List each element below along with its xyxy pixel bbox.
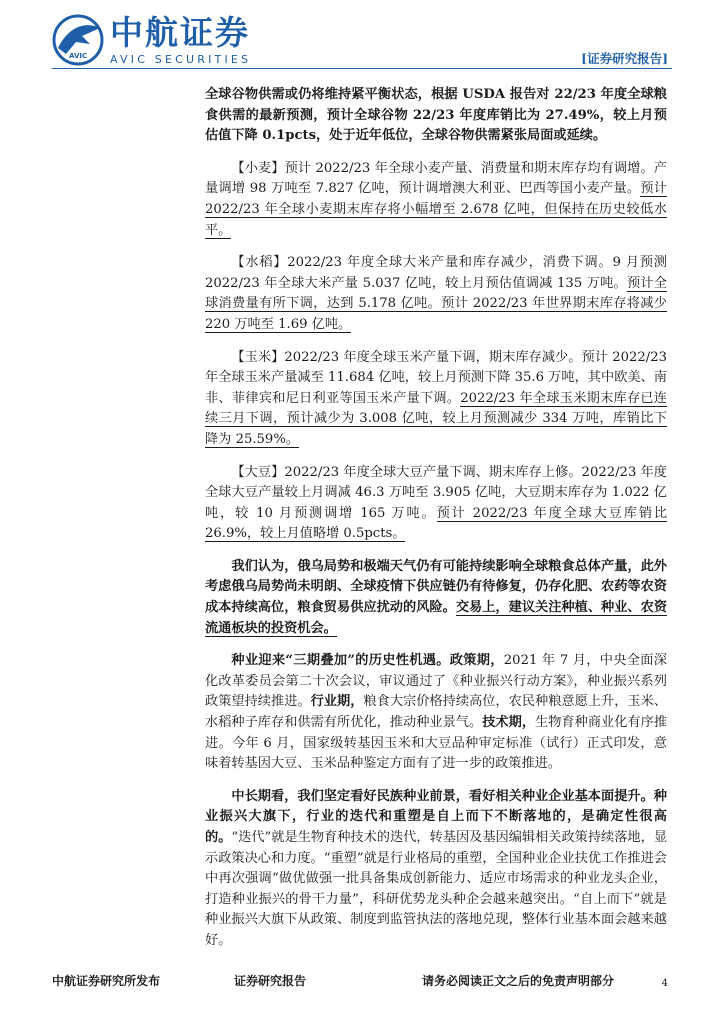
logo-english-name: AVIC SECURITIES: [110, 52, 252, 66]
paragraph-soybean: [205, 463, 667, 545]
seed-heading: 种业迎来“三期叠加”的历史性机遇。政策期，: [231, 653, 504, 669]
corn-conclusion: 2022/23 年全球玉米期末库存已连续三月下调，预计减少为 3.008 亿吨，较上月预测减少 334 万吨，库销比下降为 25.59%。: [205, 390, 667, 447]
paragraph-long-term: [205, 787, 667, 952]
avic-logo-icon: [52, 14, 104, 66]
report-body: [205, 85, 667, 964]
paragraph-view: [205, 557, 667, 639]
paragraph-wheat: [205, 159, 667, 241]
header-divider: [52, 68, 672, 69]
paragraph-seed-opportunity: [205, 651, 667, 775]
seed-industry-label: 行业期，: [310, 694, 364, 710]
rice-conclusion: 预计全球消费量有所下调，达到 5.178 亿吨。预计 2022/23 年世界期末库存将减少 220 万吨至 1.69 亿吨。: [205, 275, 668, 332]
footer-publisher: 中航证券研究所发布: [52, 974, 161, 988]
svg-text:AVIC: AVIC: [69, 52, 88, 60]
view-recommendation: 交易上，建议关注种植、种业、农资流通板块的投资机会。: [205, 600, 668, 636]
paragraph-corn: [205, 348, 667, 451]
seed-tech-label: 技术期，: [482, 715, 536, 731]
logo-chinese-name: 中航证券: [110, 12, 250, 52]
company-logo: [52, 14, 251, 66]
soybean-text: 【大豆】2022/23 年度全球大豆产量下调、期末库存上修。2022/23 年度全球大豆产量较上月调减 46.3 万吨至 3.905 亿吨，大豆期末库存为 1.022 亿吨，较 10 月预测调增 165 万吨。: [205, 464, 667, 521]
report-tag: [证券研究报告]: [581, 51, 668, 66]
seed-tech-text: 生物育种商业化有序推进。今年 6 月，国家级转基因玉米和大豆品种审定标准（试行）正式印发，意味着转基因大豆、玉米品种鉴定方面有了进一步的政策推进。: [205, 715, 668, 772]
soybean-conclusion: 预计 2022/23 年度全球大豆库销比 26.9%，较上月值略增 0.5pcts。: [205, 505, 668, 542]
long-term-heading: 中长期看，我们坚定看好民族种业前景，看好相关种业企业基本面提升。种业振兴大旗下，行业的迭代和重塑是自上而下不断落地的，是确定性很高的。: [205, 788, 667, 845]
wheat-conclusion: 预计 2022/23 年全球小麦期末库存将小幅增至 2.678 亿吨，但保持在历史较低水平。: [205, 181, 667, 238]
paragraph-grain-outlook: [205, 85, 667, 147]
corn-text: 【玉米】2022/23 年度全球玉米产量下调，期末库存减少。预计 2022/23 年全球玉米产量减至 11.684 亿吨，较上月预测下降 35.6 万吨，其中欧美、南非、菲律宾和尼日利亚等国玉米产量下调。: [205, 349, 667, 406]
rice-text: 【水稻】2022/23 年度全球大米产量和库存减少，消费下调。9 月预测 2022/23 年全球大米产量 5.037 亿吨，较上月预估值调减 135 万吨。: [205, 255, 667, 291]
page-header: [0, 0, 724, 90]
footer-disclaimer: 请务必阅读正文之后的免责声明部分: [422, 974, 615, 988]
seed-industry-text: 粮食大宗价格持续高位，农民种粮意愿上升，玉米、水稻种子库存和供需有所优化，推动种业景气。: [205, 694, 668, 731]
grain-outlook-text: 全球谷物供需或仍将维持紧平衡状态，根据 USDA 报告对 22/23 年度全球粮食供需的最新预测，预计全球谷物 22/23 年度库销比为 27.49%，较上月预估值下降 0.1pcts，处于近年低位，全球谷物供需紧张局面或延续。: [205, 87, 667, 144]
long-term-text: “迭代”就是生物育种技术的迭代，转基因及基因编辑相关政策持续落地，显示政策决心和力度。“重塑”就是行业格局的重塑，全国种业企业扶优工作推进会中再次强调“做优做强一批具备集成创新能力、适应市场需求的种业龙头企业，打造种业振兴的骨干力量”，科研优势龙头种企会越来越突出。“自上而下”就是种业振兴大旗下从政策、制度到监管执法的落地兑现，整体行业基本面会越来越好。: [205, 830, 668, 948]
paragraph-rice: [205, 253, 667, 335]
page-number: 4: [661, 978, 668, 989]
seed-policy-text: 2021 年 7 月，中央全面深化改革委员会第二十次会议，审议通过了《种业振兴行动方案》，种业振兴系列政策望持续推进。: [205, 653, 667, 710]
wheat-text: 【小麦】预计 2022/23 年全球小麦产量、消费量和期末库存均有调增。产量调增 98 万吨至 7.827 亿吨，预计调增澳大利亚、巴西等国小麦产量。: [205, 160, 667, 197]
footer-report-type: 证券研究报告: [234, 974, 307, 988]
view-text: 我们认为，俄乌局势和极端天气仍有可能持续影响全球粮食总体产量，此外考虑俄乌局势尚未明朗、全球疫情下供应链仍有待修复，仍存化肥、农药等农资成本持续高位，粮食贸易供应扰动的风险。: [205, 558, 667, 616]
